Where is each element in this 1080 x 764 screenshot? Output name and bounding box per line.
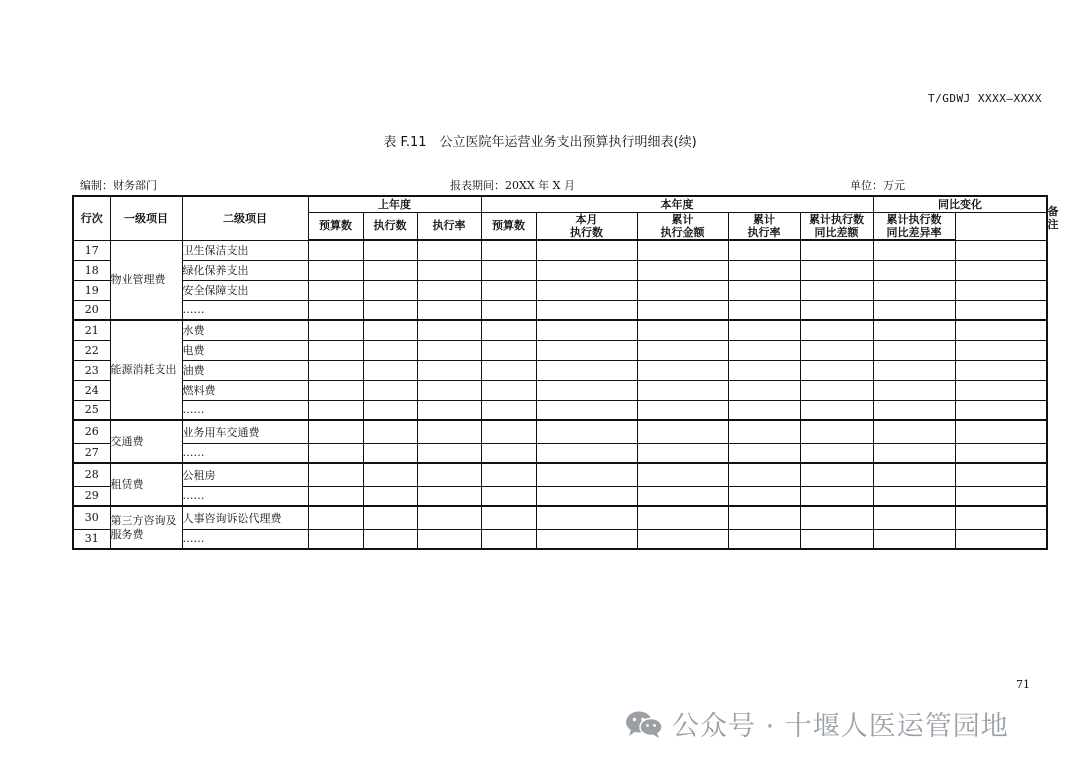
table-title: 表 F.11 公立医院年运营业务支出预算执行明细表(续): [383, 135, 697, 150]
row-number: 22: [73, 340, 110, 360]
subitem-cell: ……: [182, 529, 308, 549]
data-cell: [417, 529, 481, 549]
data-cell: [417, 360, 481, 380]
table-row: [73, 300, 1047, 320]
subitem-cell: 油费: [182, 360, 308, 380]
row-number: 24: [73, 380, 110, 400]
category-cell: 物业管理费: [110, 240, 182, 320]
data-cell: [481, 240, 536, 260]
data-cell: [955, 420, 1047, 443]
header-level1: 一级项目: [110, 196, 182, 240]
data-cell: [800, 380, 873, 400]
data-cell: [955, 300, 1047, 320]
data-cell: [800, 463, 873, 486]
category-cell: 第三方咨询及服务费: [110, 506, 182, 549]
data-cell: [637, 380, 728, 400]
data-cell: [417, 463, 481, 486]
data-cell: [536, 400, 637, 420]
data-cell: [481, 340, 536, 360]
data-cell: [955, 280, 1047, 300]
data-cell: [536, 486, 637, 506]
header-row-no: 行次: [73, 196, 110, 240]
data-cell: [873, 486, 955, 506]
data-cell: [728, 506, 800, 529]
watermark-text: 公众号 · 十堰人医运管园地: [672, 711, 1009, 742]
subitem-cell: 电费: [182, 340, 308, 360]
budget-execution-table: 行次 一级项目 二级项目 上年度 本年度 同比变化 备注 预算数 执行数 执行率 预算数 本月 执行数 累计 执行金额 累计 执行率 累计执行数 同比差额 累计执行数 同比差异率 17 物业管理费 卫生保洁支出 18 绿化保养支出 19 安全保障支出 20 …… 21 能源消耗支出 水费 22 电费 23 油费 24 燃料费 25 …… 26 交通费 业务用车交通费 27 …… 28 租赁费 公租房 29 …… 30 第三方咨询及服务费 人事咨询诉讼代理费 31 ……: [72, 195, 1048, 550]
unit-label: 单位：万元: [850, 179, 905, 192]
table-row: [73, 443, 1047, 463]
data-cell: [417, 280, 481, 300]
data-cell: [481, 360, 536, 380]
data-cell: [417, 486, 481, 506]
data-cell: [637, 240, 728, 260]
header-this-year: 本年度: [481, 196, 873, 212]
data-cell: [800, 320, 873, 340]
data-cell: [873, 463, 955, 486]
data-cell: [955, 463, 1047, 486]
data-cell: [873, 320, 955, 340]
data-cell: [800, 443, 873, 463]
row-number: 21: [73, 320, 110, 340]
data-cell: [728, 360, 800, 380]
data-cell: [417, 400, 481, 420]
data-cell: [728, 400, 800, 420]
report-period-label: 报表期间：20XX 年 X 月: [450, 179, 575, 192]
data-cell: [728, 463, 800, 486]
data-cell: [417, 420, 481, 443]
row-number: 19: [73, 280, 110, 300]
data-cell: [417, 260, 481, 280]
data-cell: [637, 300, 728, 320]
header-ty-budget: 预算数: [481, 212, 536, 240]
table-row: [73, 320, 1047, 340]
subitem-cell: ……: [182, 300, 308, 320]
row-number: 31: [73, 529, 110, 549]
table-row: [73, 486, 1047, 506]
data-cell: [308, 240, 363, 260]
data-cell: [800, 529, 873, 549]
data-cell: [728, 240, 800, 260]
data-cell: [308, 443, 363, 463]
data-cell: [637, 340, 728, 360]
data-cell: [536, 360, 637, 380]
data-cell: [873, 506, 955, 529]
subitem-cell: 安全保障支出: [182, 280, 308, 300]
data-cell: [481, 300, 536, 320]
data-cell: [873, 260, 955, 280]
row-number: 25: [73, 400, 110, 420]
table-row: [73, 506, 1047, 529]
header-last-year: 上年度: [308, 196, 481, 212]
table-row: [73, 529, 1047, 549]
data-cell: [417, 240, 481, 260]
data-cell: [637, 443, 728, 463]
data-cell: [873, 300, 955, 320]
row-number: 17: [73, 240, 110, 260]
data-cell: [308, 280, 363, 300]
data-cell: [955, 486, 1047, 506]
data-cell: [481, 260, 536, 280]
data-cell: [363, 260, 417, 280]
data-cell: [481, 400, 536, 420]
data-cell: [800, 260, 873, 280]
data-cell: [728, 260, 800, 280]
data-cell: [800, 360, 873, 380]
data-cell: [955, 443, 1047, 463]
data-cell: [536, 260, 637, 280]
data-cell: [728, 320, 800, 340]
data-cell: [637, 486, 728, 506]
data-cell: [637, 463, 728, 486]
header-ty-cum-rate: 累计 执行率: [728, 212, 800, 240]
data-cell: [308, 380, 363, 400]
data-cell: [637, 260, 728, 280]
table-body: [73, 240, 1047, 549]
data-cell: [417, 380, 481, 400]
table-row: [73, 380, 1047, 400]
data-cell: [308, 300, 363, 320]
table-row: [73, 260, 1047, 280]
data-cell: [955, 320, 1047, 340]
subitem-cell: 业务用车交通费: [182, 420, 308, 443]
data-cell: [800, 486, 873, 506]
category-cell: 交通费: [110, 420, 182, 463]
row-number: 20: [73, 300, 110, 320]
data-cell: [363, 400, 417, 420]
data-cell: [800, 420, 873, 443]
row-number: 18: [73, 260, 110, 280]
data-cell: [363, 320, 417, 340]
subitem-cell: ……: [182, 443, 308, 463]
data-cell: [481, 420, 536, 443]
data-cell: [955, 506, 1047, 529]
table-row: [73, 420, 1047, 443]
subitem-cell: 卫生保洁支出: [182, 240, 308, 260]
data-cell: [873, 420, 955, 443]
row-number: 27: [73, 443, 110, 463]
data-cell: [536, 529, 637, 549]
header-ly-exec: 执行数: [363, 212, 417, 240]
subitem-cell: 人事咨询诉讼代理费: [182, 506, 308, 529]
data-cell: [873, 340, 955, 360]
row-number: 23: [73, 360, 110, 380]
data-cell: [637, 506, 728, 529]
data-cell: [363, 280, 417, 300]
data-cell: [637, 280, 728, 300]
data-cell: [363, 300, 417, 320]
data-cell: [308, 340, 363, 360]
category-cell: 能源消耗支出: [110, 320, 182, 420]
data-cell: [481, 380, 536, 400]
data-cell: [536, 300, 637, 320]
header-level2: 二级项目: [182, 196, 308, 240]
row-number: 26: [73, 420, 110, 443]
data-cell: [873, 380, 955, 400]
data-cell: [417, 443, 481, 463]
header-yoy-diff-amount: 累计执行数 同比差额: [800, 212, 873, 240]
data-cell: [536, 380, 637, 400]
data-cell: [873, 529, 955, 549]
header-yoy-diff-rate: 累计执行数 同比差异率: [873, 212, 955, 240]
subitem-cell: ……: [182, 486, 308, 506]
data-cell: [308, 260, 363, 280]
data-cell: [308, 506, 363, 529]
data-cell: [363, 360, 417, 380]
data-cell: [536, 443, 637, 463]
data-cell: [800, 240, 873, 260]
data-cell: [536, 420, 637, 443]
data-cell: [536, 320, 637, 340]
data-cell: [308, 400, 363, 420]
compiler-label: 编制：财务部门: [80, 179, 157, 192]
data-cell: [363, 420, 417, 443]
data-cell: [363, 340, 417, 360]
header-yoy: 同比变化: [873, 196, 1047, 212]
data-cell: [955, 380, 1047, 400]
table-row: [73, 240, 1047, 260]
table-row: [73, 280, 1047, 300]
data-cell: [637, 400, 728, 420]
data-cell: [481, 463, 536, 486]
data-cell: [536, 463, 637, 486]
data-cell: [728, 529, 800, 549]
data-cell: [363, 240, 417, 260]
page-number: 71: [1016, 678, 1030, 691]
data-cell: [363, 443, 417, 463]
header-ty-cum-amount: 累计 执行金额: [637, 212, 728, 240]
data-cell: [955, 360, 1047, 380]
data-cell: [800, 300, 873, 320]
data-cell: [481, 320, 536, 340]
data-cell: [800, 506, 873, 529]
table-row: [73, 400, 1047, 420]
data-cell: [363, 380, 417, 400]
data-cell: [536, 340, 637, 360]
data-cell: [363, 529, 417, 549]
row-number: 28: [73, 463, 110, 486]
subitem-cell: 公租房: [182, 463, 308, 486]
data-cell: [308, 360, 363, 380]
subitem-cell: 绿化保养支出: [182, 260, 308, 280]
data-cell: [800, 400, 873, 420]
data-cell: [873, 240, 955, 260]
header-ly-budget: 预算数: [308, 212, 363, 240]
data-cell: [873, 443, 955, 463]
data-cell: [481, 529, 536, 549]
data-cell: [955, 400, 1047, 420]
data-cell: [728, 443, 800, 463]
data-cell: [363, 463, 417, 486]
data-cell: [308, 420, 363, 443]
data-cell: [728, 300, 800, 320]
header-ly-rate: 执行率: [417, 212, 481, 240]
data-cell: [728, 420, 800, 443]
standard-code: T/GDWJ XXXX—XXXX: [928, 92, 1042, 105]
data-cell: [417, 300, 481, 320]
data-cell: [800, 280, 873, 300]
data-cell: [536, 240, 637, 260]
data-cell: [955, 340, 1047, 360]
row-number: 29: [73, 486, 110, 506]
data-cell: [481, 443, 536, 463]
data-cell: [728, 340, 800, 360]
data-cell: [308, 486, 363, 506]
data-cell: [637, 360, 728, 380]
data-cell: [536, 280, 637, 300]
data-cell: [363, 486, 417, 506]
subitem-cell: ……: [182, 400, 308, 420]
data-cell: [955, 529, 1047, 549]
data-cell: [481, 506, 536, 529]
data-cell: [728, 486, 800, 506]
category-cell: 租赁费: [110, 463, 182, 506]
data-cell: [873, 400, 955, 420]
data-cell: [536, 506, 637, 529]
data-cell: [637, 320, 728, 340]
table-row: [73, 463, 1047, 486]
data-cell: [873, 360, 955, 380]
data-cell: [363, 506, 417, 529]
data-cell: [417, 506, 481, 529]
data-cell: [637, 529, 728, 549]
data-cell: [955, 260, 1047, 280]
data-cell: [955, 240, 1047, 260]
data-cell: [481, 280, 536, 300]
header-ty-month-exec: 本月 执行数: [536, 212, 637, 240]
data-cell: [417, 320, 481, 340]
data-cell: [728, 380, 800, 400]
data-cell: [308, 463, 363, 486]
data-cell: [417, 340, 481, 360]
data-cell: [728, 280, 800, 300]
subitem-cell: 燃料费: [182, 380, 308, 400]
data-cell: [800, 340, 873, 360]
data-cell: [481, 486, 536, 506]
table-row: [73, 360, 1047, 380]
subitem-cell: 水费: [182, 320, 308, 340]
wechat-icon: [624, 709, 664, 739]
data-cell: [873, 280, 955, 300]
data-cell: [308, 529, 363, 549]
data-cell: [637, 420, 728, 443]
data-cell: [308, 320, 363, 340]
watermark: [624, 704, 1009, 743]
table-row: [73, 340, 1047, 360]
row-number: 30: [73, 506, 110, 529]
